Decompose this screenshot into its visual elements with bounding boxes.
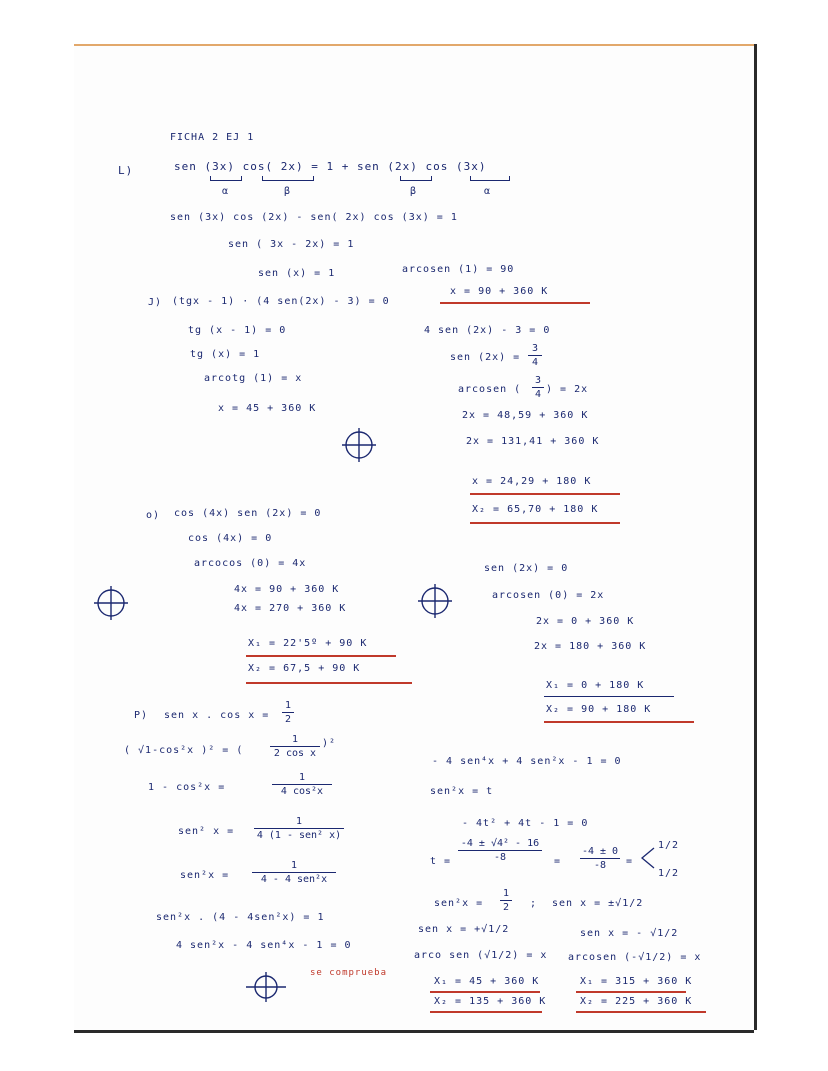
problem-p-result: X₂ = 225 + 360 K	[580, 996, 693, 1007]
root-value: 1/2	[658, 840, 680, 851]
problem-o-step: 2x = 180 + 360 K	[534, 641, 647, 652]
problem-l-label: L)	[118, 164, 134, 177]
problem-j-equation: (tgx - 1) · (4 sen(2x) - 3) = 0	[172, 296, 390, 307]
problem-p-step: sen²x =	[434, 898, 484, 909]
problem-p-step: )²	[322, 738, 337, 749]
problem-l-step: sen (x) = 1	[258, 268, 336, 279]
result-underline	[544, 696, 674, 697]
quadratic-simplified: -4 ± 0 -8	[581, 846, 619, 871]
brace-beta-1	[262, 176, 314, 181]
result-underline	[246, 682, 412, 684]
problem-p-step: - 4 sen⁴x + 4 sen²x - 1 = 0	[432, 756, 622, 767]
result-underline	[246, 655, 396, 657]
problem-j-step: tg (x) = 1	[190, 349, 261, 360]
problem-p-step: arcosen (-√1/2) = x	[568, 952, 702, 963]
problem-p-step: sen²x = t	[430, 786, 494, 797]
problem-o-step: arcocos (0) = 4x	[194, 558, 307, 569]
fraction-one-half: 1 2	[500, 888, 512, 913]
problem-p-label: P)	[134, 710, 149, 721]
problem-o-result: X₂ = 90 + 180 K	[546, 704, 652, 715]
problem-j-step: sen (2x) =	[450, 352, 521, 363]
problem-p-step: 4 sen²x - 4 sen⁴x - 1 = 0	[176, 940, 352, 951]
problem-l-step: arcosen (1) = 90	[402, 264, 515, 275]
problem-j-step: tg (x - 1) = 0	[188, 325, 287, 336]
problem-j-step: ) = 2x	[546, 384, 589, 395]
problem-o-step: sen (2x) = 0	[484, 563, 569, 574]
problem-j-label: J)	[148, 297, 163, 308]
problem-o-step: 2x = 0 + 360 K	[536, 616, 635, 627]
brace-label: β	[284, 186, 292, 197]
fraction-step: 1 2 cos x	[270, 734, 320, 759]
result-underline	[576, 1011, 706, 1013]
unit-circle-icon	[94, 586, 128, 620]
brace-label: α	[222, 186, 230, 197]
fraction-step: 1 4 (1 - sen² x)	[254, 816, 344, 841]
problem-p-step: t =	[430, 856, 452, 867]
problem-o-step: cos (4x) = 0	[188, 533, 273, 544]
problem-p-equation: sen x . cos x =	[164, 710, 270, 721]
problem-o-equation: cos (4x) sen (2x) = 0	[174, 508, 322, 519]
page-header: FICHA 2 EJ 1	[170, 132, 255, 143]
problem-p-step: sen²x =	[180, 870, 230, 881]
result-underline	[470, 522, 620, 524]
brace-label: β	[410, 186, 418, 197]
brace-label: α	[484, 186, 492, 197]
problem-j-result: x = 24,29 + 180 K	[472, 476, 592, 487]
problem-j-step: arcosen (	[458, 384, 522, 395]
problem-l-equation: sen (3x) cos( 2x) = 1 + sen (2x) cos (3x)	[174, 160, 487, 173]
problem-p-step: 1 - cos²x =	[148, 782, 226, 793]
problem-p-step: ( √1-cos²x )² = (	[124, 745, 244, 756]
result-underline	[544, 721, 694, 723]
unit-circle-icon	[342, 428, 376, 462]
brace-beta-2	[400, 176, 432, 181]
problem-j-result: X₂ = 65,70 + 180 K	[472, 504, 599, 515]
problem-o-result: X₁ = 0 + 180 K	[546, 680, 645, 691]
fraction-three-quarters: 3 4	[528, 343, 542, 368]
result-underline	[470, 493, 620, 495]
problem-p-step: arco sen (√1/2) = x	[414, 950, 548, 961]
quadratic-formula: -4 ± √4² - 16 -8	[458, 838, 542, 863]
problem-l-step: sen (3x) cos (2x) - sen( 2x) cos (3x) = 1	[170, 212, 458, 223]
problem-p-step: sen²x . (4 - 4sen²x) = 1	[156, 912, 325, 923]
problem-p-step: sen x = +√1/2	[418, 924, 510, 935]
problem-j-step: 2x = 131,41 + 360 K	[466, 436, 600, 447]
problem-p-step: - 4t² + 4t - 1 = 0	[462, 818, 589, 829]
unit-circle-icon	[418, 584, 452, 618]
result-underline	[440, 302, 590, 304]
root-value: 1/2	[658, 868, 680, 879]
result-underline	[576, 991, 686, 993]
problem-j-step: 2x = 48,59 + 360 K	[462, 410, 589, 421]
fraction-step: 1 4 - 4 sen²x	[252, 860, 336, 885]
problem-o-result: X₁ = 22'5º + 90 K	[248, 638, 368, 649]
problem-o-step: 4x = 90 + 360 K	[234, 584, 340, 595]
verification-note: se comprueba	[310, 968, 388, 978]
branch-bracket-icon	[640, 846, 656, 870]
problem-j-step: 4 sen (2x) - 3 = 0	[424, 325, 551, 336]
problem-p-result: X₂ = 135 + 360 K	[434, 996, 547, 1007]
equals-sign: =	[554, 856, 562, 867]
problem-l-result: x = 90 + 360 K	[450, 286, 549, 297]
problem-j-step: arcotg (1) = x	[204, 373, 303, 384]
equals-sign: =	[626, 856, 634, 867]
fraction-three-quarters: 3 4	[532, 375, 544, 400]
problem-p-step: sen x = - √1/2	[580, 928, 679, 939]
problem-l-step: sen ( 3x - 2x) = 1	[228, 239, 355, 250]
problem-p-result: X₁ = 45 + 360 K	[434, 976, 540, 987]
separator: ;	[530, 898, 538, 909]
unit-circle-icon	[246, 972, 286, 1002]
problem-j-result: x = 45 + 360 K	[218, 403, 317, 414]
problem-p-step: sen x = ±√1/2	[552, 898, 644, 909]
problem-p-result: X₁ = 315 + 360 K	[580, 976, 693, 987]
brace-alpha-2	[470, 176, 510, 181]
result-underline	[430, 1011, 542, 1013]
problem-o-label: o)	[146, 510, 161, 521]
problem-o-step: 4x = 270 + 360 K	[234, 603, 347, 614]
problem-o-step: arcosen (0) = 2x	[492, 590, 605, 601]
fraction-step: 1 4 cos²x	[272, 772, 332, 797]
problem-p-step: sen² x =	[178, 826, 235, 837]
result-underline	[430, 991, 540, 993]
problem-o-result: X₂ = 67,5 + 90 K	[248, 663, 361, 674]
fraction-one-half: 1 2	[282, 700, 294, 725]
brace-alpha-1	[210, 176, 242, 181]
